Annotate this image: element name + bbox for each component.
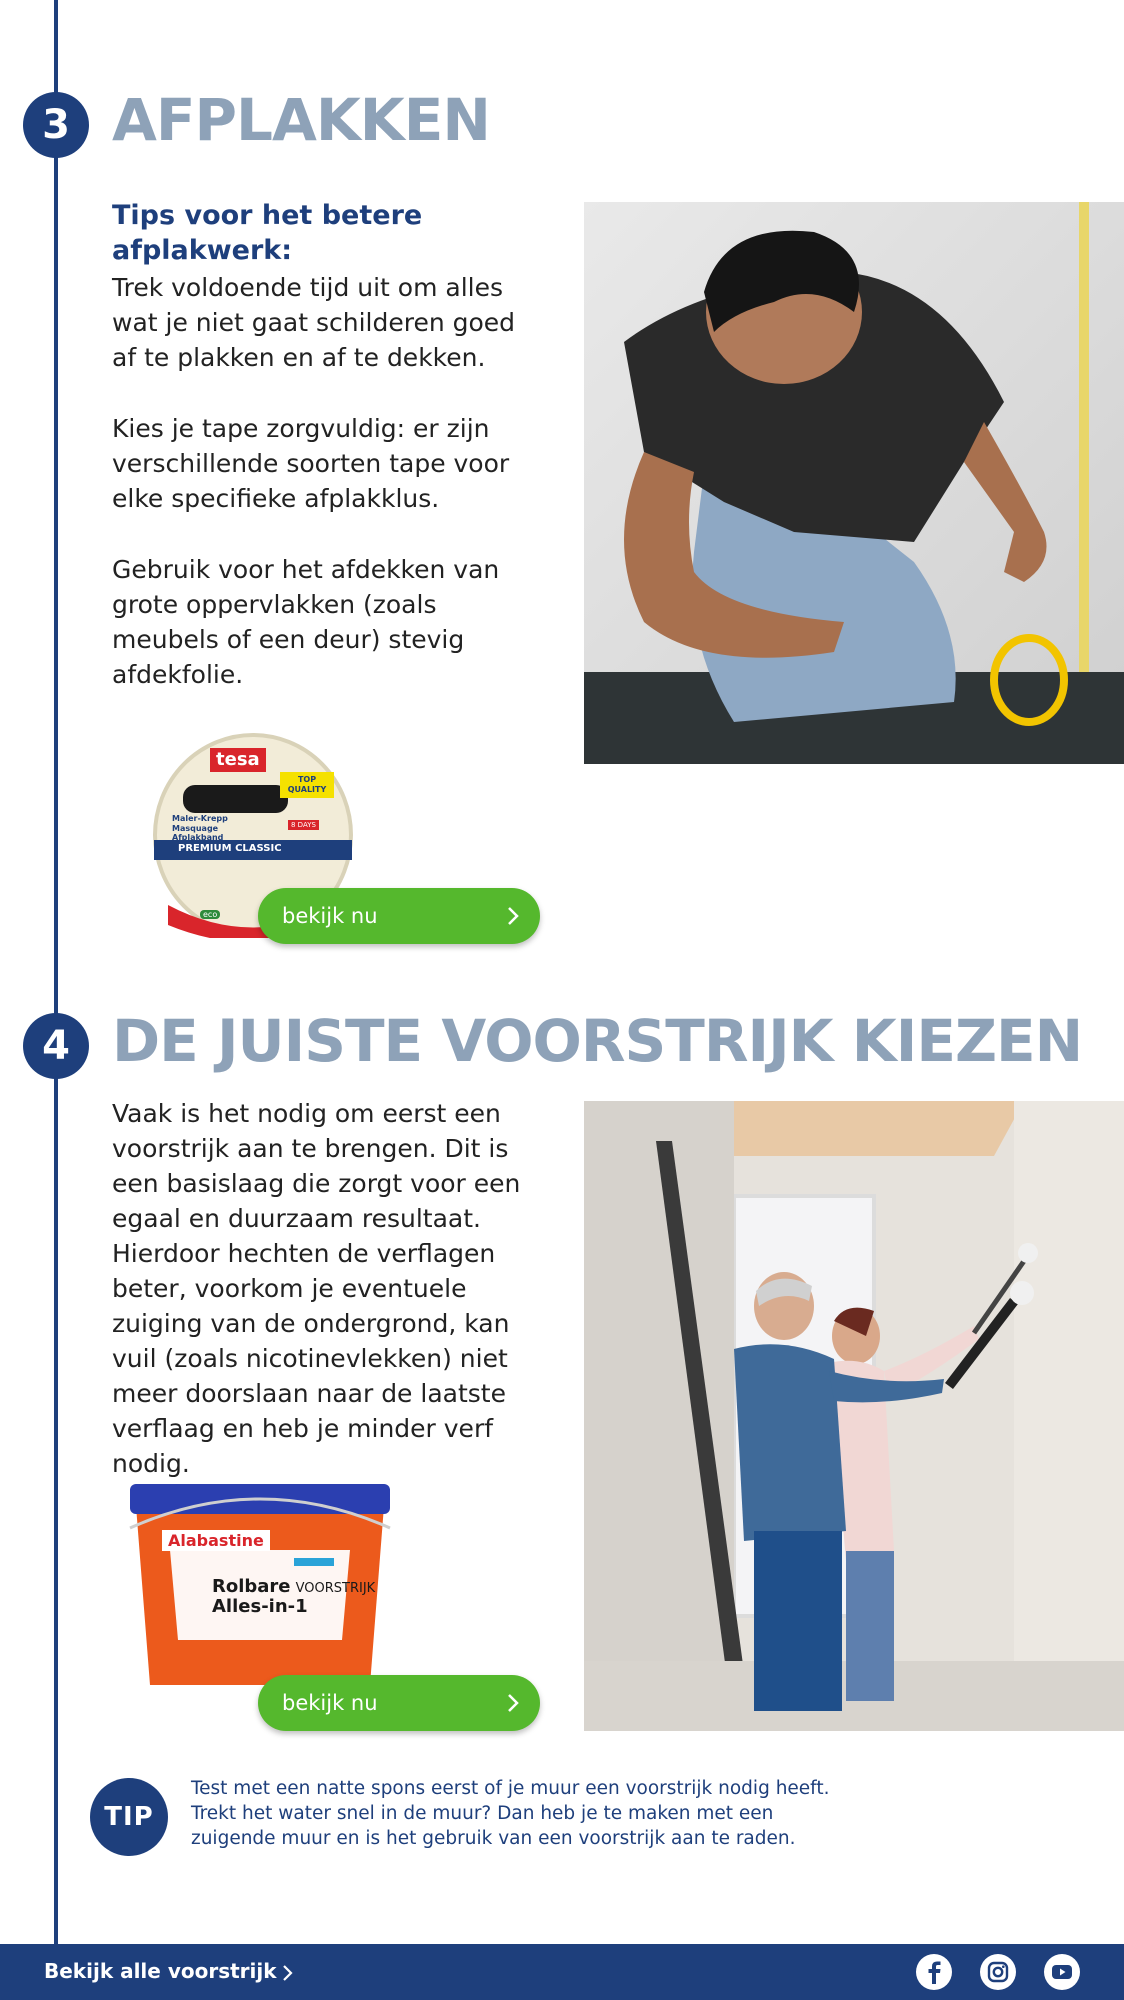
footer-bar xyxy=(0,1944,1124,2000)
tip-paragraph-3: Gebruik voor het afdekken van grote oppervlakken (zoals meubels of een deur) stevig afdekfolie. xyxy=(112,555,500,689)
eco-badge: eco xyxy=(200,910,220,919)
tesa-logo: tesa xyxy=(210,748,266,772)
tesa-line-1: Maler-Krepp xyxy=(172,814,228,823)
tesa-days-badge: 8 DAYS xyxy=(288,820,319,830)
tip-paragraph-1: Trek voldoende tijd uit om alles wat je niet gaat schilderen goed af te plakken en af te dekken. xyxy=(112,273,516,372)
tesa-quality-badge: TOP QUALITY xyxy=(280,772,334,798)
cta-label: bekijk nu xyxy=(282,904,378,928)
tip-paragraph-2: Kies je tape zorgvuldig: er zijn verschillende soorten tape voor elke specifieke afplakklus. xyxy=(112,414,510,513)
chevron-right-icon[interactable] xyxy=(282,1964,294,1982)
cta-label: bekijk nu xyxy=(282,1691,378,1715)
bekijk-nu-button-tape[interactable] xyxy=(258,888,540,944)
product-name-rest: VOORSTRIJK xyxy=(295,1581,376,1596)
photo-man-taping xyxy=(584,202,1124,764)
tesa-line-2: Masquage xyxy=(172,824,219,833)
product-name-bold: Rolbare xyxy=(212,1576,291,1597)
product-name-line2: Alles-in-1 xyxy=(212,1596,308,1617)
chevron-right-icon xyxy=(506,1692,520,1714)
alabastine-bucket-product xyxy=(122,1480,398,1690)
step-number-3: 3 xyxy=(23,92,89,158)
instagram-icon[interactable] xyxy=(980,1954,1016,1990)
voorstrijk-paragraph: Vaak is het nodig om eerst een voorstrijk aan te brengen. Dit is een basislaag die zorgt voor een egaal en duurzaam resultaat. Hierdoor hechten de verflagen beter, voorkom je eventuele zuiging van de ondergrond, kan vuil (zoals nicotinevlekken) niet meer doorslaan naar de laatste verflaag en heb je minder verf nodig. xyxy=(112,1099,521,1478)
facebook-icon[interactable] xyxy=(916,1954,952,1990)
step-number-4: 4 xyxy=(23,1013,89,1079)
chevron-right-icon xyxy=(506,905,520,927)
bekijk-nu-button-voorstrijk[interactable] xyxy=(258,1675,540,1731)
tips-subtitle: Tips voor het betere afplakwerk: xyxy=(112,200,423,266)
youtube-icon[interactable] xyxy=(1044,1954,1080,1990)
tesa-band-label: PREMIUM CLASSIC xyxy=(178,843,282,854)
alabastine-product-name xyxy=(212,1578,375,1616)
tip-badge: TIP xyxy=(90,1778,168,1856)
section-title-voorstrijk: DE JUISTE VOORSTRIJK KIEZEN xyxy=(112,1007,1083,1075)
photo-couple-painting xyxy=(584,1101,1124,1731)
section-title-afplakken: AFPLAKKEN xyxy=(112,86,490,154)
alabastine-logo: Alabastine xyxy=(162,1530,270,1551)
tip-text: Test met een natte spons eerst of je muur een voorstrijk nodig heeft. Trekt het water snel in de muur? Dan heb je te maken met een zuigende muur en is het gebruik van een voorstrijk aan te raden. xyxy=(191,1778,830,1849)
bekijk-alle-voorstrijk-link[interactable]: Bekijk alle voorstrijk xyxy=(44,1959,277,1983)
tesa-line-3: Afplakband xyxy=(172,833,224,842)
timeline-line xyxy=(54,0,58,1944)
